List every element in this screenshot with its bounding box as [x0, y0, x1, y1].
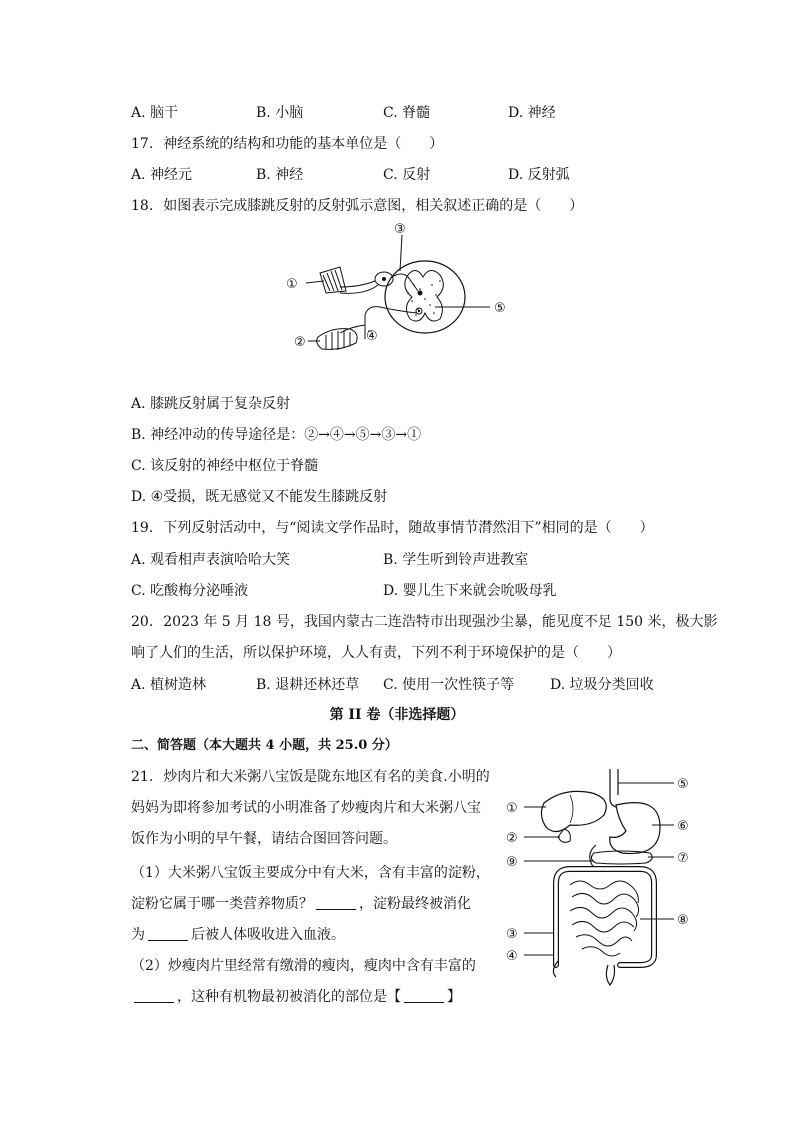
q20-option-d: D. 垃圾分类回收 [550, 677, 654, 693]
answer-blank-2[interactable] [148, 926, 188, 941]
q19-option-a: A. 观看相声表演哈哈大笑 [131, 552, 291, 568]
digestive-label-4: ④ [506, 949, 518, 964]
q17-option-d: D. 反射弧 [508, 167, 570, 183]
q20-number: 20. [131, 614, 154, 630]
q20-text-1: 2023 年 5 月 18 号，我国内蒙古二连浩特市出现强沙尘暴，能见度不足 150 米，极大影 [163, 614, 718, 630]
digestive-label-9: ⑨ [506, 855, 518, 870]
digestive-label-7: ⑦ [677, 851, 689, 866]
q21-text-1: 炒肉片和大米粥八宝饭是陇东地区有名的美食.小明的 [163, 769, 490, 785]
q17-option-c: C. 反射 [383, 167, 431, 183]
q16-option-c: C. 脊髓 [383, 105, 431, 121]
q18-option-d: D. ④受损，既无感觉又不能发生膝跳反射 [131, 489, 388, 505]
q17-option-a: A. 神经元 [131, 167, 193, 183]
q18-option-a: A. 膝跳反射属于复杂反射 [131, 396, 291, 412]
q20-option-c: C. 使用一次性筷子等 [383, 677, 515, 693]
digestive-label-5: ⑤ [677, 777, 689, 792]
stomach [610, 803, 660, 854]
q17-number: 17. [131, 136, 154, 152]
q19-number: 19. [131, 520, 154, 536]
q17-stem [131, 135, 443, 153]
q21-stem-line1 [131, 768, 490, 786]
q16-option-a: A. 脑干 [131, 105, 179, 121]
q18-text: 如图表示完成膝跳反射的反射弧示意图，相关叙述正确的是（ ） [163, 198, 584, 214]
spinal-cord-outline [385, 261, 465, 333]
q17-option-b: B. 神经 [256, 167, 304, 183]
q20-option-b: B. 退耕还林还草 [256, 677, 360, 693]
q19-option-c: C. 吃酸梅分泌唾液 [131, 583, 249, 599]
digestive-label-3: ③ [506, 927, 518, 942]
liver [541, 791, 606, 831]
section-title: 第 II 卷（非选择题） [329, 707, 465, 723]
q21-text-3: 饭作为小明的早午餐，请结合图回答问题。 [131, 831, 397, 847]
q18-option-b: B. 神经冲动的传导途径是：②→④→⑤→③→① [131, 427, 422, 443]
effector-shape [317, 329, 357, 350]
section-heading: 二、简答题（本大题共 4 小题，共 25.0 分） [131, 738, 398, 753]
answer-blank-1[interactable] [316, 895, 356, 910]
q20-text-2: 响了人们的生活，所以保护环境，人人有责，下列不利于环境保护的是（ ） [131, 645, 621, 661]
diagram-label-3: ③ [394, 222, 406, 237]
q18-option-c: C. 该反射的神经中枢位于脊髓 [131, 458, 319, 474]
gray-matter [405, 270, 444, 321]
small-intestine [570, 881, 639, 956]
q21-part1-line2: 淀粉它属于哪一类营养物质？ ，淀粉最终被消化 [131, 896, 471, 912]
digestive-label-2: ② [506, 831, 518, 846]
q19-option-d: D. 婴儿生下来就会吮吸母乳 [383, 583, 557, 599]
q21-text-2: 妈妈为即将参加考试的小明准备了炒瘦肉片和大米粥八宝 [131, 800, 481, 816]
q19-text: 下列反射活动中，与“阅读文学作品时，随故事情节潸然泪下”相同的是（ ） [163, 520, 654, 536]
digestive-label-6: ⑥ [677, 819, 689, 834]
large-intestine [556, 869, 654, 965]
q17-text: 神经系统的结构和功能的基本单位是（ ） [163, 136, 444, 152]
q19-stem [131, 519, 654, 537]
q16-option-b: B. 小脑 [256, 105, 304, 121]
q21-number: 21. [131, 769, 154, 785]
answer-blank-4[interactable] [404, 988, 444, 1003]
receptor-shape [320, 267, 346, 293]
interneuron-body [418, 291, 423, 296]
answer-blank-3[interactable] [134, 988, 174, 1003]
q16-option-d: D. 神经 [508, 105, 556, 121]
rectum [606, 965, 614, 985]
esophagus [610, 769, 616, 807]
q20-option-a: A. 植树造林 [131, 677, 207, 693]
diagram-label-2: ② [294, 335, 306, 350]
diagram-label-5: ⑤ [494, 301, 506, 316]
gray-matter-dots [407, 280, 441, 316]
digestive-system-diagram [500, 765, 700, 990]
q20-stem-line1 [131, 613, 718, 631]
q21-part1-line3: 为 后被人体吸收进入血液。 [131, 927, 345, 943]
diagram-label-1: ① [286, 277, 298, 292]
reflex-arc-diagram [280, 215, 520, 365]
digestive-label-8: ⑧ [677, 913, 689, 928]
q21-part1-line1: （1）大米粥八宝饭主要成分中有大米，含有丰富的淀粉， [131, 865, 490, 881]
q18-number: 18. [131, 198, 154, 214]
diagram-label-4: ④ [366, 329, 378, 344]
q19-option-b: B. 学生听到铃声进教室 [383, 552, 529, 568]
q18-stem [131, 197, 583, 215]
q21-part2-line2: ，这种有机物最初被消化的部位是【 】 [131, 988, 461, 1006]
digestive-label-1: ① [506, 801, 518, 816]
q21-part2-line1: （2）炒瘦肉片里经常有缴滑的瘦肉，瘦肉中含有丰富的 [131, 958, 476, 974]
